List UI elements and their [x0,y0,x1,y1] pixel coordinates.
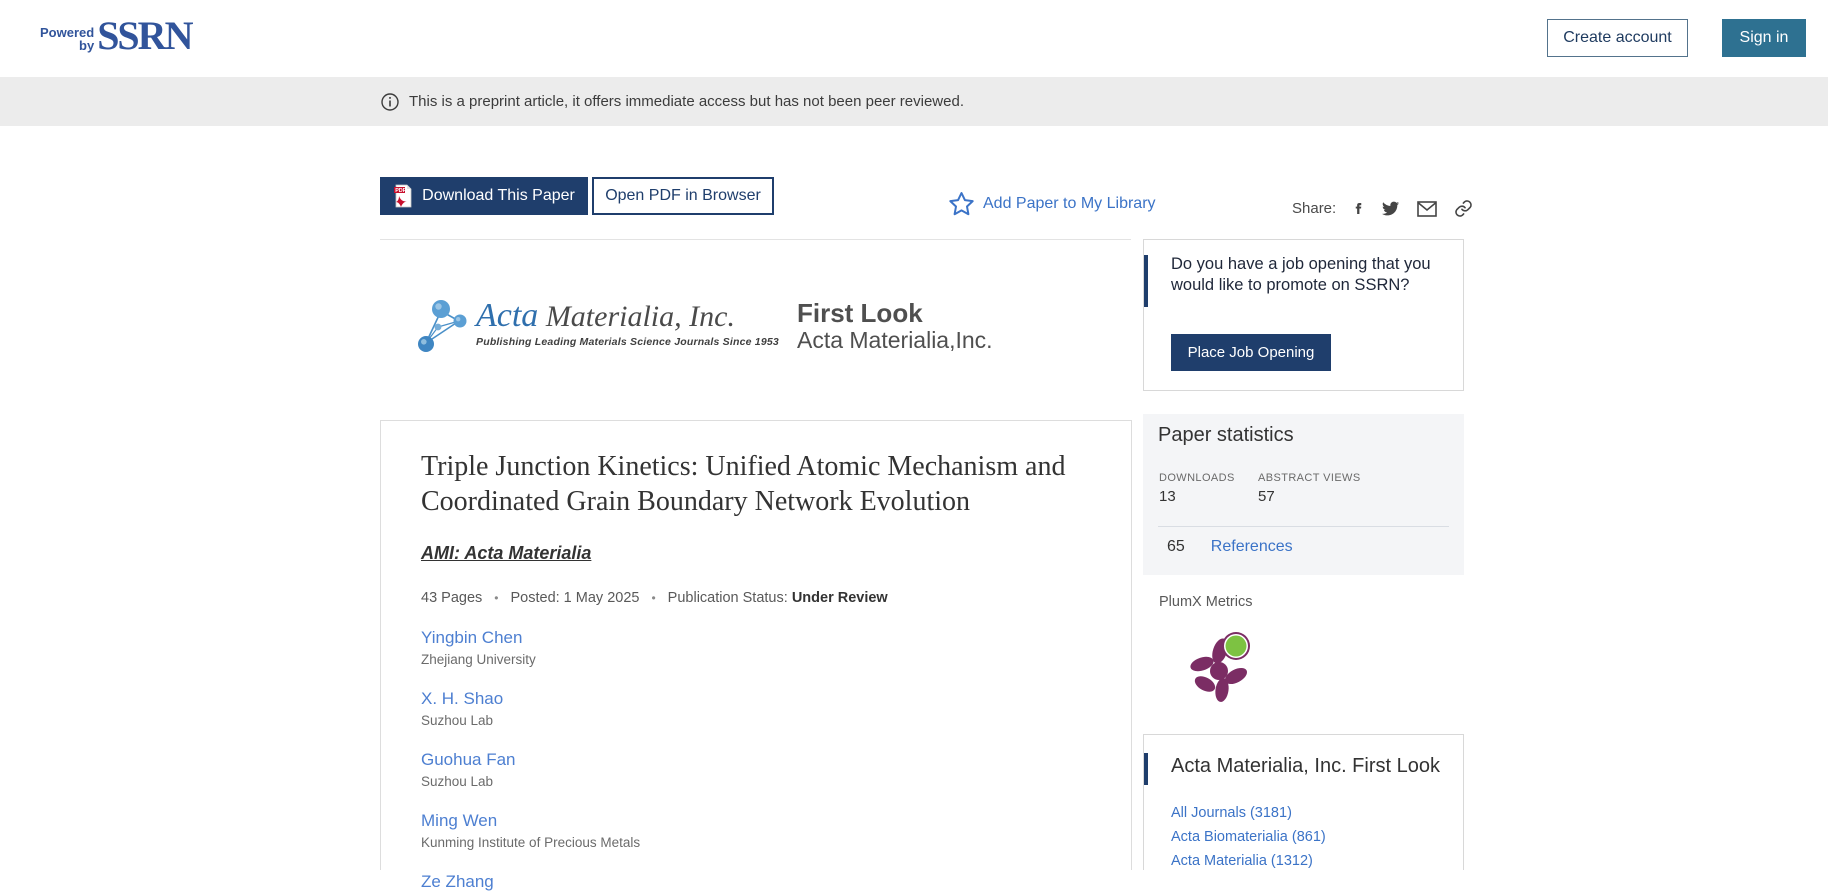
journal-banner[interactable] [414,297,993,359]
meta-separator: • [494,591,499,605]
author-affiliation: Zhejiang University [421,652,536,667]
acta-molecule-icon [414,297,468,359]
author-item [421,872,1086,892]
preprint-notice-banner [0,77,1828,126]
pdf-icon [393,184,413,208]
acta-logo-tagline: Publishing Leading Materials Science Journals Since 1953 [476,336,779,348]
author-item [421,811,1086,850]
download-paper-button[interactable] [380,177,588,215]
ssrn-wordmark: SSRN [97,13,192,58]
facebook-icon[interactable] [1353,199,1364,218]
email-icon[interactable] [1417,201,1437,217]
journal-link-all-journals[interactable]: All Journals (3181) [1171,805,1292,821]
accent-bar [1144,753,1148,785]
job-promo-text: Do you have a job opening that you would like to promote on SSRN? [1171,255,1431,294]
add-to-library-button[interactable] [948,191,1156,217]
acta-logo-word2: Materialia, Inc. [538,300,735,333]
publication-status-value: Under Review [791,590,888,606]
copy-link-icon[interactable] [1454,199,1473,218]
paper-pages: 43 Pages [421,590,483,606]
job-promo-box [1143,239,1464,391]
site-header [0,0,1828,77]
author-affiliation: Kunming Institute of Precious Metals [421,835,641,850]
sign-in-button[interactable]: Sign in [1722,19,1806,57]
author-item [421,750,1086,789]
paper-statistics-title: Paper statistics [1158,424,1294,446]
paper-title: Triple Junction Kinetics: Unified Atomic Mechanism and Coordinated Grain Boundary Network Evolution [421,451,1066,517]
share-label: Share: [1292,200,1337,217]
publication-status: Publication Status: Under Review [667,590,888,606]
author-link[interactable]: Yingbin Chen [421,628,523,647]
add-to-library-label: Add Paper to My Library [983,195,1156,212]
authors-list [421,628,1086,892]
acta-logo-word1: Acta [476,297,539,334]
author-link[interactable]: Guohua Fan [421,750,516,769]
journal-link-acta-materialia[interactable]: Acta Materialia (1312) [1171,853,1313,869]
author-item [421,628,1086,667]
acta-logo-text [476,297,779,359]
author-item [421,689,1086,728]
plumx-widget[interactable] [1178,628,1262,717]
plumx-metrics-label[interactable]: PlumX Metrics [1159,594,1253,610]
first-look-box-title: Acta Materialia, Inc. First Look [1171,755,1440,777]
plumx-plum-icon [1178,628,1262,712]
journal-series-link[interactable]: AMI: Acta Materialia [421,543,592,563]
create-account-button[interactable]: Create account [1547,19,1688,57]
ssrn-logo[interactable] [40,13,192,58]
first-look-line2: Acta Materialia,Inc. [796,327,993,353]
twitter-icon[interactable] [1381,200,1400,217]
first-look-line1: First Look [796,298,923,328]
references-count: 65 [1167,538,1185,555]
abstract-views-label: ABSTRACT VIEWS [1258,472,1361,484]
preprint-notice-text: This is a preprint article, it offers immediate access but has not been peer reviewed. [409,93,964,110]
author-link[interactable]: X. H. Shao [421,689,504,708]
download-paper-label: Download This Paper [422,187,575,204]
author-affiliation: Suzhou Lab [421,713,494,728]
ssrn-logo-powered-by: Powered by [40,25,95,53]
journal-first-look-box [1143,734,1464,870]
author-affiliation: Suzhou Lab [421,774,494,789]
references-link[interactable]: References [1210,538,1293,555]
downloads-label: DOWNLOADS [1159,472,1235,484]
author-link[interactable]: Ze Zhang [421,872,494,891]
abstract-views-value: 57 [1258,488,1275,505]
content-divider [380,239,1131,240]
first-look-wordmark [797,299,993,359]
paper-posted-date: Posted: 1 May 2025 [510,590,640,606]
author-link[interactable]: Ming Wen [421,811,498,830]
place-job-opening-button[interactable]: Place Job Opening [1171,334,1331,371]
svg-text:PDF: PDF [395,187,407,194]
share-bar [1292,199,1473,218]
star-icon [948,191,975,217]
paper-details-panel [380,420,1132,891]
paper-statistics-panel [1143,414,1464,575]
open-pdf-button[interactable]: Open PDF in Browser [592,177,774,215]
stats-divider [1158,526,1449,527]
downloads-value: 13 [1159,488,1176,505]
accent-bar [1144,255,1148,307]
info-icon [381,93,399,111]
references-row [1167,538,1293,556]
meta-separator: • [651,591,656,605]
journal-link-acta-biomaterialia[interactable]: Acta Biomaterialia (861) [1171,829,1326,845]
paper-meta [421,590,1086,606]
